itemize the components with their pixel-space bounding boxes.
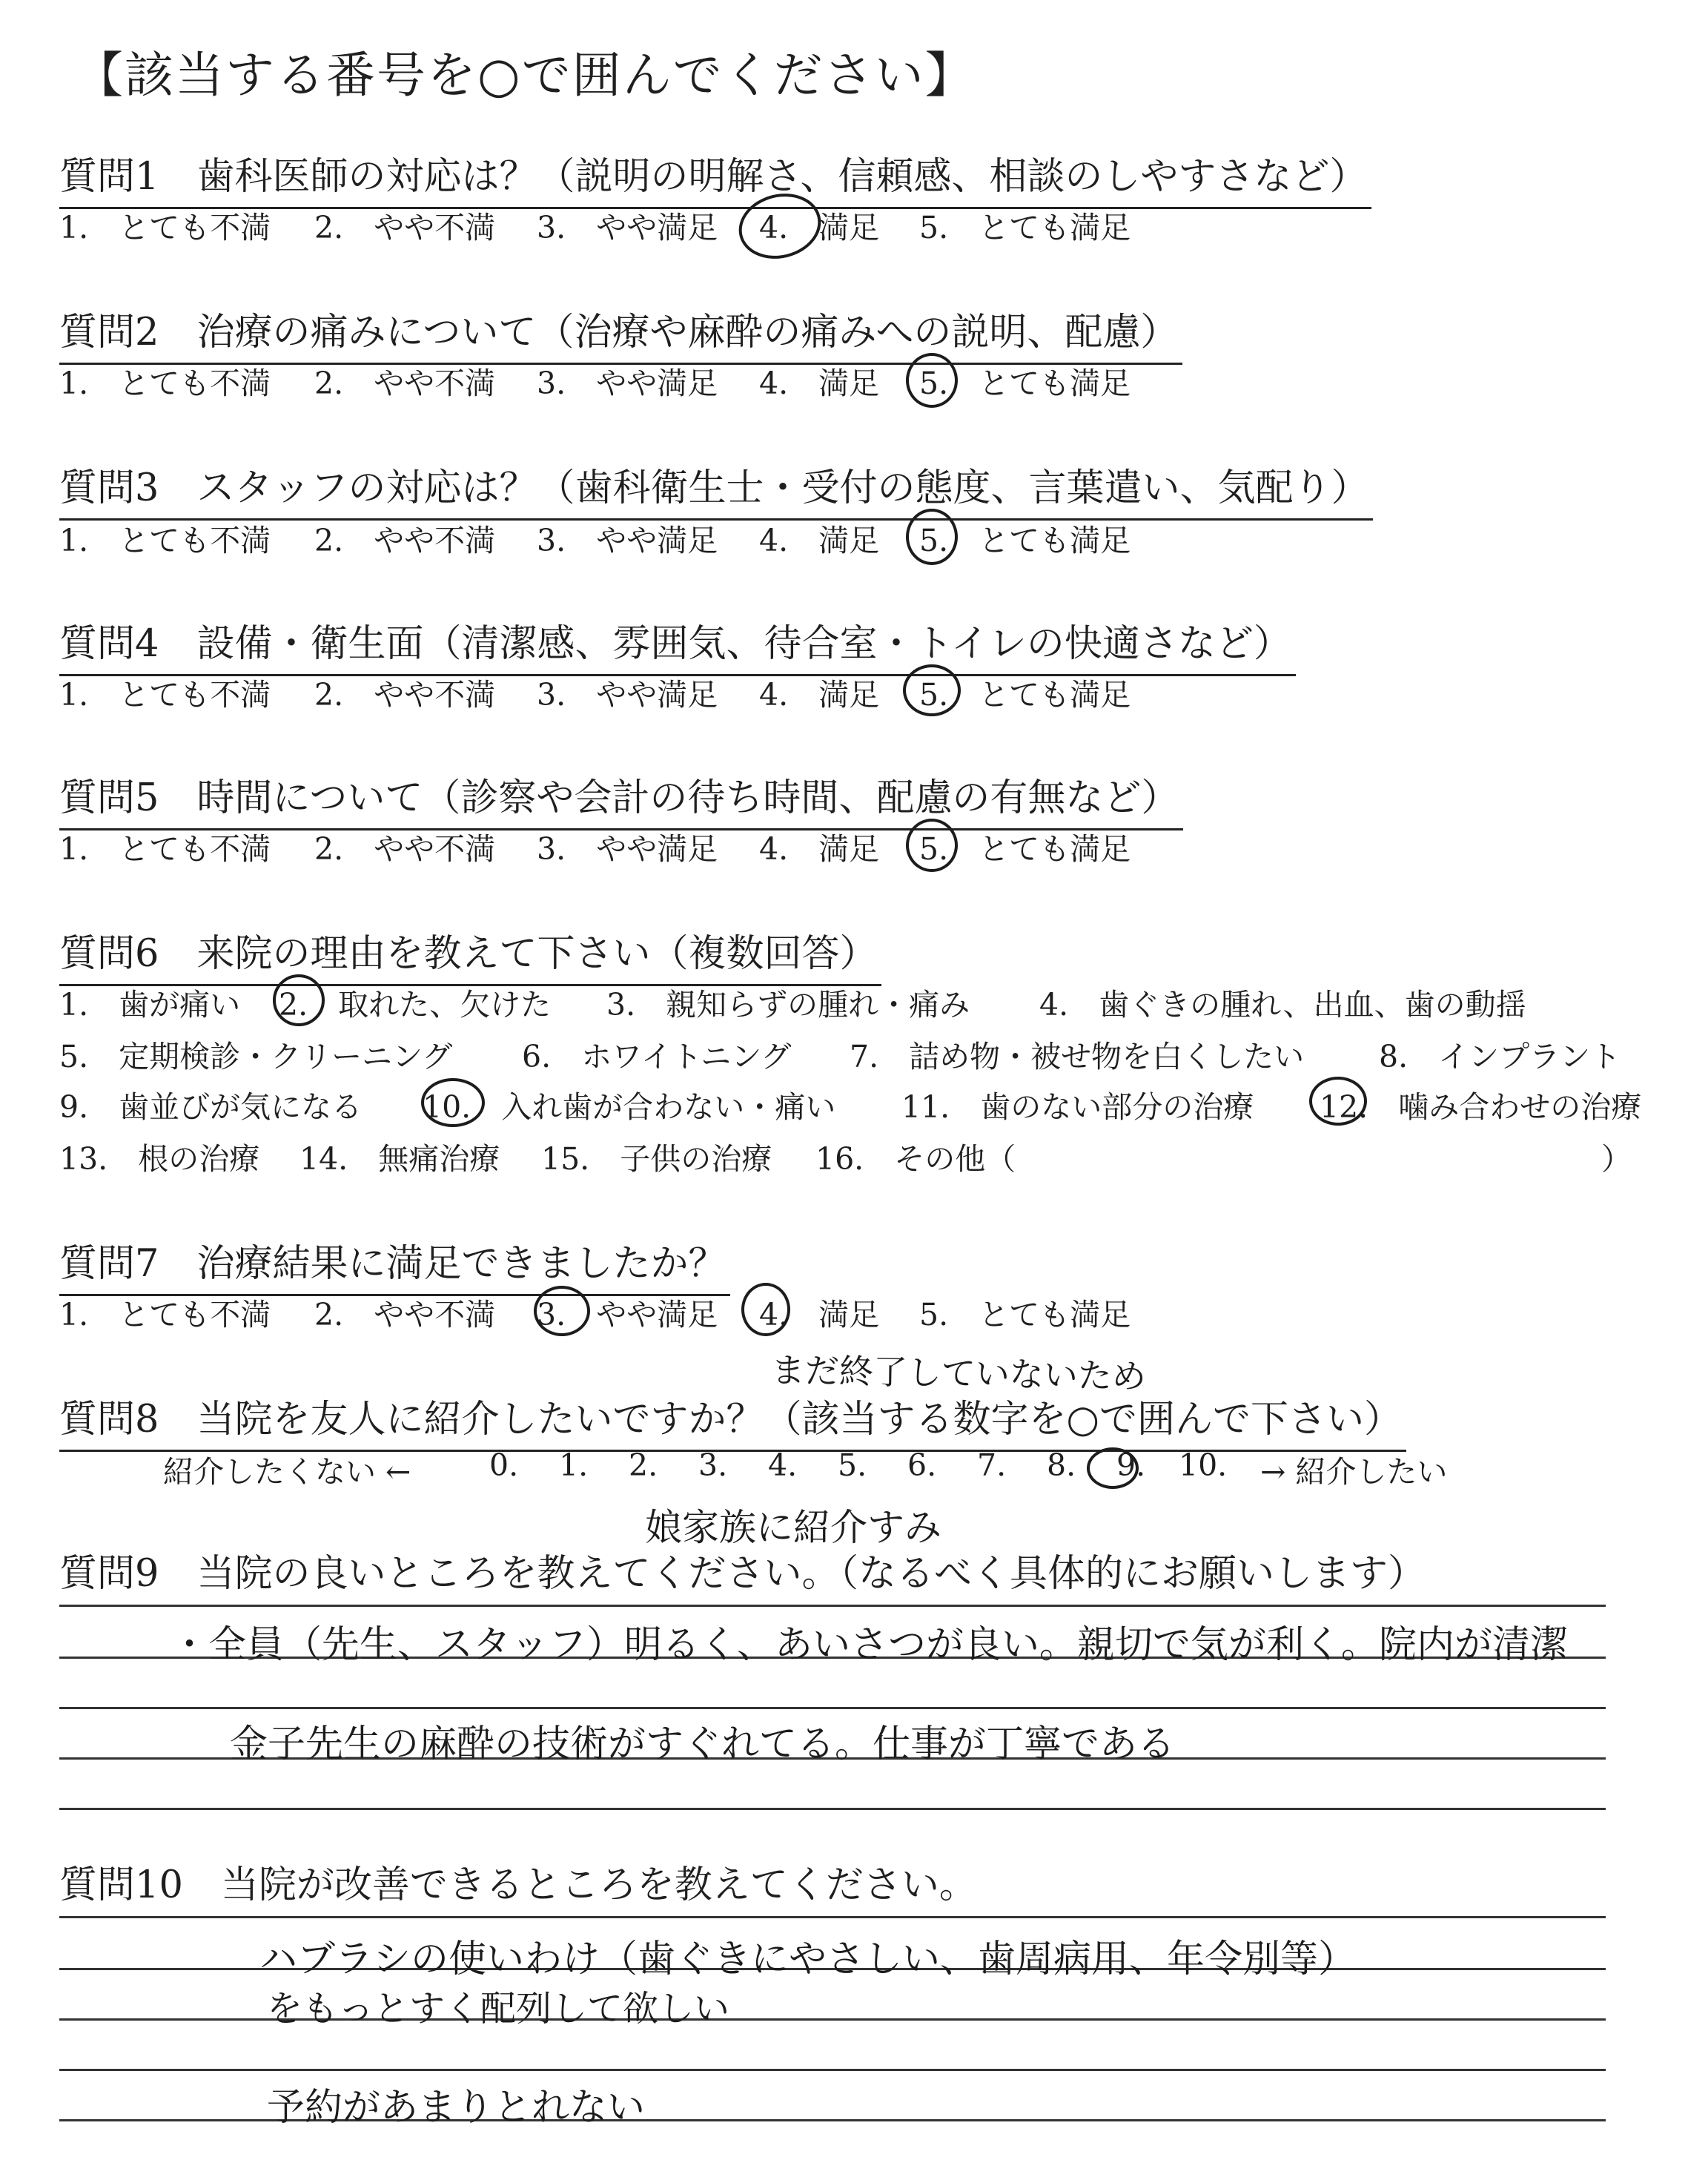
- q5-option-4[interactable]: 4. 満足: [759, 831, 880, 867]
- q3-answer-circle: [906, 509, 958, 565]
- q7-option-1[interactable]: 1. とても不満: [59, 1297, 271, 1332]
- question-10-label: 質問10 当院が改善できるところを教えてください。: [59, 1863, 977, 1907]
- q6-option-2[interactable]: 2. 取れた、欠けた: [279, 987, 552, 1023]
- question-5-title: [59, 767, 1179, 822]
- q1-option-4[interactable]: 4. 満足: [759, 210, 880, 245]
- question-9-label: 質問9 当院の良いところを教えてください。（なるべく具体的にお願いします）: [59, 1552, 1426, 1596]
- question-3-title: [59, 457, 1368, 512]
- question-10-title: [59, 1854, 977, 1909]
- q10-answer-2: をもっとすく配列して欲しい: [267, 1988, 730, 2029]
- page-title: 【該当する番号を○で囲んでください】: [74, 47, 976, 104]
- q6-answer-circle-2: [273, 974, 325, 1026]
- q3-option-3[interactable]: 3. やや満足: [537, 523, 718, 558]
- q4-option-3[interactable]: 3. やや満足: [537, 677, 718, 713]
- q6-answer-circle-10: [421, 1078, 485, 1127]
- q10-answer-3: 予約があまりとれない: [267, 2086, 646, 2130]
- question-4-label: 質問4 設備・衛生面（清潔感、雰囲気、待合室・トイレの快適さなど）: [59, 622, 1291, 666]
- question-5-label: 質問5 時間について（診察や会計の待ち時間、配慮の有無など）: [59, 776, 1179, 820]
- q7-option-2[interactable]: 2. やや不満: [314, 1297, 496, 1332]
- question-4-title: [59, 612, 1291, 667]
- q5-answer-circle: [906, 819, 958, 872]
- q9-answer-1: ・全員（先生、スタッフ）明るく、あいさつが良い。親切で気が利く。院内が清潔: [171, 1623, 1568, 1667]
- q6-option-6[interactable]: 6. ホワイトニング: [522, 1039, 792, 1074]
- q2-option-2[interactable]: 2. やや不満: [314, 366, 496, 401]
- q2-option-1[interactable]: 1. とても不満: [59, 366, 271, 401]
- q8-scale-10[interactable]: 10.: [1179, 1447, 1228, 1483]
- q6-option-8[interactable]: 8. インプラント: [1379, 1039, 1621, 1074]
- q2-answer-circle: [906, 353, 958, 408]
- q3-option-5[interactable]: 5. とても満足: [919, 523, 1131, 558]
- q4-option-2[interactable]: 2. やや不満: [314, 677, 496, 713]
- q8-scale-3[interactable]: 3.: [698, 1447, 728, 1483]
- q1-option-5[interactable]: 5. とても満足: [919, 210, 1131, 245]
- q7-option-3[interactable]: 3. やや満足: [537, 1297, 718, 1332]
- q2-option-5[interactable]: 5. とても満足: [919, 366, 1131, 401]
- q8-scale-0[interactable]: 0.: [489, 1447, 519, 1483]
- q8-handwritten-note: 娘家族に紹介すみ: [645, 1506, 941, 1549]
- q10-answer-line-4: [59, 2069, 1606, 2071]
- q8-scale-2[interactable]: 2.: [629, 1447, 658, 1483]
- q5-option-2[interactable]: 2. やや不満: [314, 831, 496, 867]
- q7-answer-circle-4: [741, 1283, 790, 1336]
- q6-option-13[interactable]: 13. 根の治療: [59, 1141, 260, 1177]
- question-2-title: [59, 301, 1178, 356]
- q7-handwritten-note: まだ終了していないため: [770, 1350, 1147, 1397]
- question-9-title: [59, 1542, 1426, 1597]
- q8-right-label: → 紹介したい: [1260, 1454, 1448, 1490]
- q4-option-5[interactable]: 5. とても満足: [919, 677, 1131, 713]
- question-1-label: 質問1 歯科医師の対応は？（説明の明解さ、信頼感、相談のしやすさなど）: [59, 155, 1368, 199]
- q8-answer-circle-9: [1087, 1447, 1139, 1489]
- q5-option-3[interactable]: 3. やや満足: [537, 831, 718, 867]
- q3-option-2[interactable]: 2. やや不満: [314, 523, 496, 558]
- question-7-label: 質問7 治療結果に満足できましたか？: [59, 1242, 726, 1286]
- q8-left-label: 紹介したくない ←: [163, 1454, 411, 1490]
- q6-option-10[interactable]: 10. 入れ歯が合わない・痛い: [423, 1089, 836, 1125]
- question-8-title: [59, 1388, 1402, 1443]
- q7-option-4[interactable]: 4. 満足: [759, 1297, 880, 1332]
- q9-answer-line-3: [59, 1707, 1606, 1709]
- q5-option-1[interactable]: 1. とても不満: [59, 831, 271, 867]
- q6-option-7[interactable]: 7. 詰め物・被せ物を白くしたい: [850, 1039, 1305, 1074]
- q6-answer-circle-12: [1309, 1077, 1367, 1126]
- question-2-label: 質問2 治療の痛みについて（治療や麻酔の痛みへの説明、配慮）: [59, 311, 1179, 354]
- q2-option-3[interactable]: 3. やや満足: [537, 366, 718, 401]
- q7-option-5[interactable]: 5. とても満足: [919, 1297, 1131, 1332]
- q6-option-5[interactable]: 5. 定期検診・クリーニング: [59, 1039, 453, 1074]
- q6-option-14[interactable]: 14. 無痛治療: [299, 1141, 500, 1177]
- q8-scale-5[interactable]: 5.: [838, 1447, 867, 1483]
- q6-option-15[interactable]: 15. 子供の治療: [541, 1141, 772, 1177]
- q1-option-1[interactable]: 1. とても不満: [59, 210, 271, 245]
- question-7-title: [59, 1232, 726, 1287]
- q6-option-1[interactable]: 1. 歯が痛い: [59, 987, 241, 1023]
- q8-scale-4[interactable]: 4.: [768, 1447, 798, 1483]
- q8-scale-8[interactable]: 8.: [1047, 1447, 1076, 1483]
- q3-option-4[interactable]: 4. 満足: [759, 523, 880, 558]
- q1-option-2[interactable]: 2. やや不満: [314, 210, 496, 245]
- q10-answer-line-1: [59, 1916, 1606, 1918]
- q6-option-16[interactable]: 16. その他（: [815, 1141, 1016, 1177]
- q4-option-4[interactable]: 4. 満足: [759, 677, 880, 713]
- q6-option-3[interactable]: 3. 親知らずの腫れ・痛み: [606, 987, 970, 1023]
- q10-answer-1: ハブラシの使いわけ（歯ぐきにやさしい、歯周病用、年令別等）: [259, 1938, 1357, 1981]
- q2-option-4[interactable]: 4. 満足: [759, 366, 880, 401]
- q6-option-11[interactable]: 11. 歯のない部分の治療: [901, 1089, 1254, 1125]
- q8-scale-6[interactable]: 6.: [907, 1447, 937, 1483]
- q6-other-close-paren: ）: [1601, 1141, 1632, 1177]
- question-6-title: [59, 922, 877, 977]
- q8-scale-7[interactable]: 7.: [977, 1447, 1007, 1483]
- q9-answer-line-1: [59, 1605, 1606, 1607]
- q7-answer-circle-3: [534, 1286, 590, 1336]
- q8-scale-9[interactable]: 9.: [1116, 1447, 1146, 1483]
- q3-option-1[interactable]: 1. とても不満: [59, 523, 271, 558]
- q4-answer-circle: [903, 664, 961, 716]
- q5-option-5[interactable]: 5. とても満足: [919, 831, 1131, 867]
- question-6-label: 質問6 来院の理由を教えて下さい（複数回答）: [59, 932, 878, 976]
- question-8-label: 質問8 当院を友人に紹介したいですか？（該当する数字を○で囲んで下さい）: [59, 1398, 1402, 1441]
- question-3-label: 質問3 スタッフの対応は？（歯科衛生士・受付の態度、言葉遣い、気配り）: [59, 466, 1369, 510]
- q4-option-1[interactable]: 1. とても不満: [59, 677, 271, 713]
- q9-answer-2: 金子先生の麻酔の技術がすぐれてる。仕事が丁寧である: [230, 1723, 1176, 1766]
- q6-option-12[interactable]: 12. 噛み合わせの治療: [1320, 1089, 1642, 1125]
- q1-option-3[interactable]: 3. やや満足: [537, 210, 718, 245]
- q6-option-4[interactable]: 4. 歯ぐきの腫れ、出血、歯の動揺: [1039, 987, 1526, 1023]
- q6-option-9[interactable]: 9. 歯並びが気になる: [59, 1089, 363, 1125]
- question-1-title: [59, 145, 1367, 200]
- q9-answer-line-5: [59, 1808, 1606, 1810]
- q8-scale-1[interactable]: 1.: [559, 1447, 589, 1483]
